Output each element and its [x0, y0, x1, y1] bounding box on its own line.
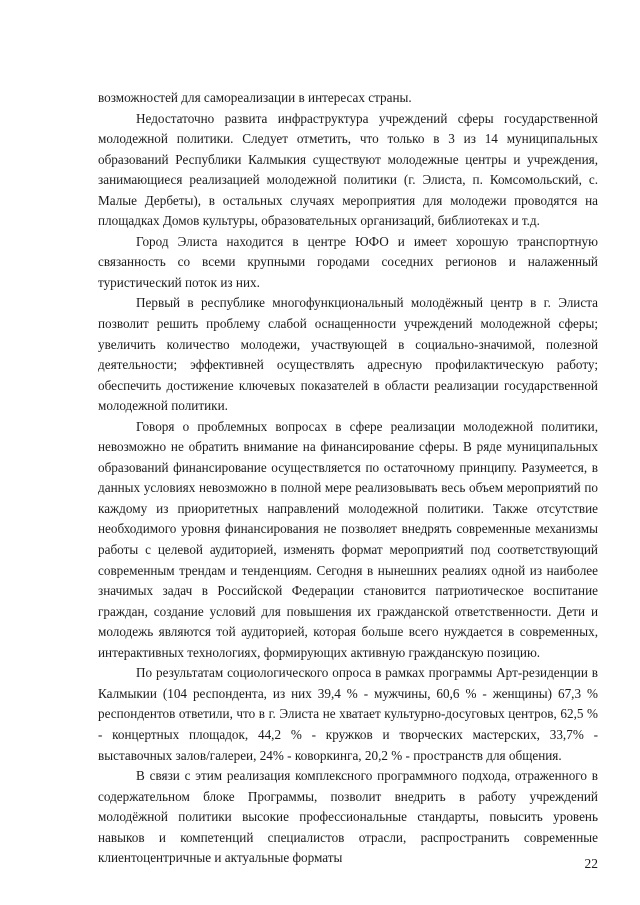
paragraph-4: Первый в республике многофункциональный молодёжный центр в г. Элиста позволит решить проблему слабой оснащенности учреждений молодежной сферы; увеличить количество молодежи, участвующей в социально-значимой, полезной деятельности; эффективней осуществлять адресную профилактическую работу; обеспечить достижение ключевых показателей в области реализации государственной молодежной политики.: [98, 295, 598, 414]
body-text: [98, 88, 598, 869]
paragraph-2: Недостаточно развита инфраструктура учреждений сферы государственной молодежной политики. Следует отметить, что только в 3 из 14 муниципальных образований Республики Калмыкия существуют молодежные центры и учреждения, занимающиеся реализацией молодежной политики (г. Элиста, п. Комсомольский, с. Малые Дербеты), в остальных случаях мероприятия для молодежи проводятся на площадках Домов культуры, образовательных организаций, библиотеках и т.д.: [98, 110, 598, 229]
paragraph-3: Город Элиста находится в центре ЮФО и имеет хорошую транспортную связанность со всеми крупными городами соседних регионов и налаженный туристический поток из них.: [98, 233, 598, 290]
page-number: 22: [584, 856, 598, 871]
paragraph-6: По результатам социологического опроса в рамках программы Арт-резиденции в Калмыкии (104 респондента, из них 39,4 % - мужчины, 60,6 % - женщины) 67,3 % респондентов ответили, что в г. Элиста не хватает культурно-досуговых центров, 62,5 % - концертных площадок, 44,2 % - кружков и творческих мастерских, 33,7% - выставочных залов/галереи, 24% - коворкинга, 20,2 % - пространств для общения.: [98, 665, 598, 763]
paragraph-7: В связи с этим реализация комплексного программного подхода, отраженного в содержательном блоке Программы, позволит внедрить в работу учреждений молодёжной политики высокие профессиональные стандарты, повысить уровень навыков и компетенций специалистов отрасли, распространить современные клиентоцентричные и актуальные форматы: [98, 768, 598, 866]
paragraph-5: Говоря о проблемных вопросах в сфере реализации молодежной политики, невозможно не обратить внимание на финансирование сферы. В ряде муниципальных образований финансирование осуществляется по остаточному принципу. Разумеется, в данных условиях невозможно в полной мере реализовывать весь объем мероприятий по каждому из приоритетных направлений молодежной политики. Также отсутствие необходимого уровня финансирования не позволяет внедрять современные механизмы работы с целевой аудиторией, изменять формат мероприятий под соответствующий современным трендам и тенденциям. Сегодня в нынешних реалиях одной из наиболее значимых задач в Российской Федерации становится патриотическое воспитание граждан, создание условий для повышения их гражданской ответственности. Дети и молодежь являются той аудиторией, которая больше всего нуждается в современных, интерактивных технологиях, формирующих активную гражданскую позицию.: [98, 418, 598, 660]
paragraph-1: возможностей для самореализации в интересах страны.: [98, 90, 412, 105]
